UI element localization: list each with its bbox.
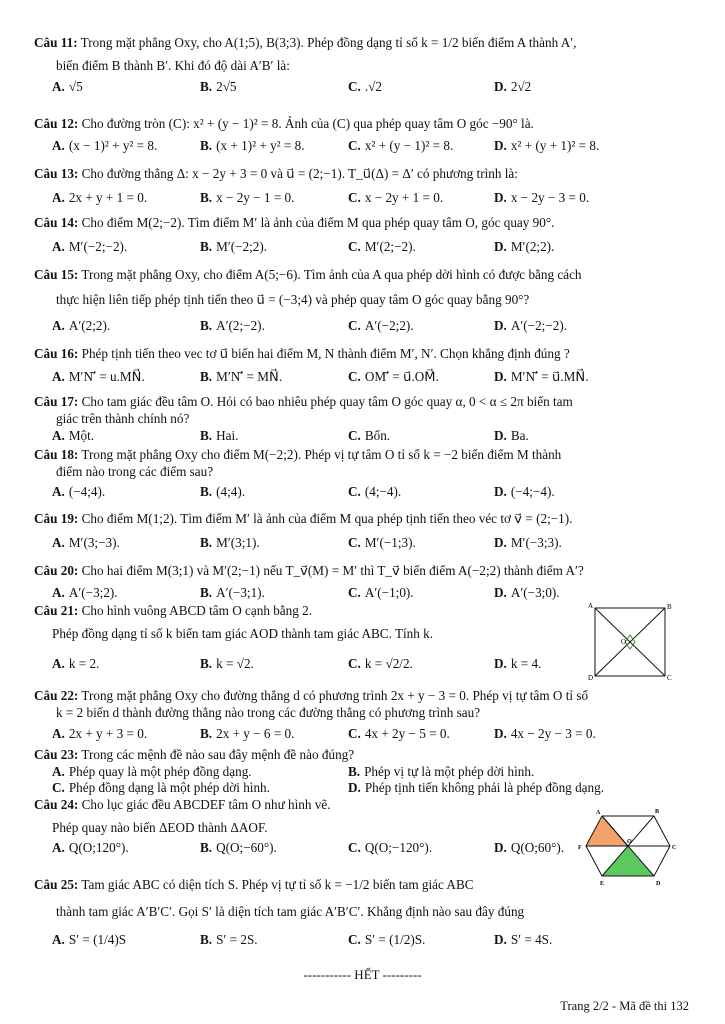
option-c[interactable]: C. Q(O;−120°). bbox=[348, 840, 433, 855]
label-b: B bbox=[667, 603, 672, 611]
option-a[interactable]: A. S′ = (1/4)S bbox=[52, 932, 127, 947]
question-number: Câu 11: bbox=[34, 35, 78, 50]
option-d[interactable]: D. M′(−3;3). bbox=[494, 535, 562, 550]
question-stem: Cho đường thẳng Δ: x − 2y + 3 = 0 và u⃗ = (2;−1). T_u⃗(Δ) = Δ′ có phương trình là: bbox=[81, 166, 518, 181]
question-21 bbox=[34, 602, 574, 642]
question-23 bbox=[34, 746, 684, 763]
question-20 bbox=[34, 562, 684, 579]
question-number: Câu 18: bbox=[34, 447, 79, 462]
question-continuation: k = 2 biến d thành đường thẳng nào trong các đường thẳng có phương trình sau? bbox=[56, 705, 481, 720]
option-d[interactable]: D. x − 2y − 3 = 0. bbox=[494, 190, 590, 205]
question-number: Câu 20: bbox=[34, 563, 79, 578]
option-d[interactable]: D. A′(−3;0). bbox=[494, 585, 560, 600]
option-c[interactable]: C. Phép đồng dạng là một phép dời hình. bbox=[52, 780, 270, 795]
option-d[interactable]: D. A′(−2;−2). bbox=[494, 318, 568, 333]
question-13 bbox=[34, 165, 684, 182]
question-14 bbox=[34, 214, 684, 231]
label-f: F bbox=[578, 845, 582, 851]
option-c[interactable]: C. A′(−2;2). bbox=[348, 318, 414, 333]
question-stem: Cho lục giác đều ABCDEF tâm O như hình vẽ. bbox=[81, 797, 331, 812]
option-b[interactable]: B. Q(O;−60°). bbox=[200, 840, 277, 855]
triangle-eod bbox=[602, 846, 654, 876]
label-c: C bbox=[667, 674, 672, 682]
question-stem: Trong mặt phẳng Oxy, cho A(1;5), B(3;3). Phép đồng dạng tỉ số k = 1/2 biến điểm A thành A′, bbox=[80, 35, 577, 50]
question-17 bbox=[34, 393, 684, 427]
question-stem: Trong mặt phẳng Oxy cho điểm M(−2;2). Phép vị tự tâm O tỉ số k = −2 biến điểm M thành bbox=[81, 447, 562, 462]
option-b[interactable]: B. A′(2;−2). bbox=[200, 318, 265, 333]
option-c[interactable]: C. OM′⃗ = u⃗.OM⃗. bbox=[348, 369, 439, 384]
question-number: Câu 22: bbox=[34, 688, 79, 703]
hexagon-figure bbox=[572, 802, 684, 890]
option-b[interactable]: B. k = √2. bbox=[200, 656, 254, 671]
question-number: Câu 23: bbox=[34, 747, 79, 762]
end-marker: ----------- HẾT --------- bbox=[303, 967, 422, 982]
option-b[interactable]: B. M′(−2;2). bbox=[200, 239, 268, 254]
question-stem: Trong các mệnh đề nào sau đây mệnh đề nào đúng? bbox=[81, 747, 355, 762]
option-b[interactable]: B. M′N′⃗ = MN⃗. bbox=[200, 369, 283, 384]
option-d[interactable]: D. S′ = 4S. bbox=[494, 932, 553, 947]
option-d[interactable]: D. 2√2 bbox=[494, 79, 532, 94]
question-12 bbox=[34, 115, 684, 132]
question-number: Câu 15: bbox=[34, 267, 79, 282]
question-stem: Tam giác ABC có diện tích S. Phép vị tự tỉ số k = −1/2 biến tam giác ABC bbox=[81, 877, 474, 892]
option-a[interactable]: A. M′(3;−3). bbox=[52, 535, 120, 550]
option-b[interactable]: B. Phép vị tự là một phép dời hình. bbox=[348, 764, 535, 779]
question-continuation: biến điểm B thành B′. Khi đó độ dài A′B′ là: bbox=[56, 58, 290, 73]
option-a[interactable]: A. 2x + y + 3 = 0. bbox=[52, 726, 148, 741]
label-o: O bbox=[627, 839, 632, 845]
question-25 bbox=[34, 876, 574, 893]
question-number: Câu 14: bbox=[34, 215, 79, 230]
option-d[interactable]: D. M′N′⃗ = u⃗.MN⃗. bbox=[494, 369, 589, 384]
option-c[interactable]: C. (4;−4). bbox=[348, 484, 402, 499]
question-number: Câu 21: bbox=[34, 603, 79, 618]
label-a: A bbox=[588, 602, 594, 610]
question-number: Câu 17: bbox=[34, 394, 79, 409]
option-b[interactable]: B. M′(3;1). bbox=[200, 535, 260, 550]
question-stem: Cho điểm M(1;2). Tìm điểm M′ là ảnh của điểm M qua phép tịnh tiến theo véc tơ v⃗ = (2;−1). bbox=[81, 511, 573, 526]
question-number: Câu 16: bbox=[34, 346, 79, 361]
triangle-aof bbox=[586, 816, 628, 846]
option-c[interactable]: C. k = √2/2. bbox=[348, 656, 413, 671]
option-b[interactable]: B. (x + 1)² + y² = 8. bbox=[200, 138, 305, 153]
question-continuation: thực hiện liên tiếp phép tịnh tiến theo u⃗ = (−3;4) và phép quay tâm O góc quay bằng 90°? bbox=[56, 292, 530, 307]
option-d[interactable]: D. k = 4. bbox=[494, 656, 542, 671]
option-b[interactable]: B. Hai. bbox=[200, 428, 239, 443]
question-18 bbox=[34, 446, 684, 480]
question-19 bbox=[34, 510, 684, 527]
question-number: Câu 19: bbox=[34, 511, 79, 526]
question-25-continuation bbox=[56, 903, 706, 920]
option-b[interactable]: B. S′ = 2S. bbox=[200, 932, 258, 947]
option-c[interactable]: C. .√2 bbox=[348, 79, 382, 94]
option-a[interactable]: A. Q(O;120°). bbox=[52, 840, 129, 855]
page-footer: Trang 2/2 - Mã đề thi 132 bbox=[560, 999, 689, 1013]
option-c[interactable]: C. M′(−1;3). bbox=[348, 535, 416, 550]
option-b[interactable]: B. 2x + y − 6 = 0. bbox=[200, 726, 295, 741]
question-number: Câu 12: bbox=[34, 116, 79, 131]
option-c[interactable]: C. Bốn. bbox=[348, 428, 391, 443]
label-b: B bbox=[655, 809, 660, 815]
option-a[interactable]: A. k = 2. bbox=[52, 656, 100, 671]
question-15 bbox=[34, 266, 684, 308]
question-continuation: Phép quay nào biến ΔEOD thành ΔAOF. bbox=[52, 820, 268, 835]
option-c[interactable]: C. S′ = (1/2)S. bbox=[348, 932, 426, 947]
option-d[interactable]: D. Phép tịnh tiến không phải là phép đồng dạng. bbox=[348, 780, 604, 795]
question-22 bbox=[34, 687, 684, 721]
option-a[interactable]: A. 2x + y + 1 = 0. bbox=[52, 190, 148, 205]
question-stem: Trong mặt phẳng Oxy, cho điểm A(5;−6). Tìm ảnh của A qua phép dời hình có được bằng cách bbox=[81, 267, 582, 282]
question-11 bbox=[34, 34, 684, 74]
option-a[interactable]: A. M′(−2;−2). bbox=[52, 239, 128, 254]
option-c[interactable]: C. x² + (y − 1)² = 8. bbox=[348, 138, 454, 153]
label-a: A bbox=[596, 810, 601, 816]
question-continuation: điểm nào trong các điểm sau? bbox=[56, 464, 214, 479]
option-a[interactable]: A. Phép quay là một phép đồng dạng. bbox=[52, 764, 252, 779]
question-stem: Cho hai điểm M(3;1) và M′(2;−1) nếu T_v⃗(M) = M′ thì T_v⃗ biến điểm A(−2;2) thành điểm A′? bbox=[81, 563, 584, 578]
option-b[interactable]: B. (4;4). bbox=[200, 484, 246, 499]
option-d[interactable]: D. 4x − 2y − 3 = 0. bbox=[494, 726, 596, 741]
label-o: O bbox=[621, 638, 627, 646]
option-b[interactable]: B. x − 2y − 1 = 0. bbox=[200, 190, 295, 205]
option-c[interactable]: C. x − 2y + 1 = 0. bbox=[348, 190, 444, 205]
question-stem: Trong mặt phẳng Oxy cho đường thẳng d có phương trình 2x + y − 3 = 0. Phép vị tự tâm O tỉ số bbox=[81, 688, 589, 703]
question-stem: Cho điểm M(2;−2). Tìm điểm M′ là ảnh của điểm M qua phép quay tâm O, góc quay 90°. bbox=[81, 215, 555, 230]
option-a[interactable]: A. (x − 1)² + y² = 8. bbox=[52, 138, 158, 153]
option-d[interactable]: D. Ba. bbox=[494, 428, 529, 443]
label-c: C bbox=[672, 845, 677, 851]
question-continuation: Phép đồng dạng tỉ số k biến tam giác AOD thành tam giác ABC. Tính k. bbox=[52, 626, 434, 641]
option-c[interactable]: C. A′(−1;0). bbox=[348, 585, 414, 600]
option-c[interactable]: C. M′(2;−2). bbox=[348, 239, 416, 254]
question-stem: Cho đường tròn (C): x² + (y − 1)² = 8. Ảnh của (C) qua phép quay tâm O góc −90° là. bbox=[81, 116, 534, 131]
question-stem: Phép tịnh tiến theo vec tơ u⃗ biến hai điểm M, N thành điểm M′, N′. Chọn khẳng định đúng ? bbox=[81, 346, 570, 361]
label-e: E bbox=[600, 881, 605, 887]
square-figure bbox=[587, 602, 677, 682]
option-b[interactable]: B. A′(−3;1). bbox=[200, 585, 265, 600]
question-number: Câu 13: bbox=[34, 166, 79, 181]
option-a[interactable]: A. Một. bbox=[52, 428, 95, 443]
option-d[interactable]: D. M′(2;2). bbox=[494, 239, 555, 254]
option-a[interactable]: A. A′(2;2). bbox=[52, 318, 111, 333]
question-continuation: thành tam giác A′B′C′. Gọi S′ là diện tích tam giác A′B′C′. Khẳng định nào sau đây đúng bbox=[56, 904, 525, 919]
label-d: D bbox=[588, 674, 594, 682]
option-a[interactable]: A. A′(−3;2). bbox=[52, 585, 118, 600]
option-c[interactable]: C. 4x + 2y − 5 = 0. bbox=[348, 726, 450, 741]
option-a[interactable]: A. (−4;4). bbox=[52, 484, 106, 499]
option-d[interactable]: D. (−4;−4). bbox=[494, 484, 555, 499]
question-24 bbox=[34, 796, 574, 836]
question-16 bbox=[34, 345, 684, 362]
option-d[interactable]: D. x² + (y + 1)² = 8. bbox=[494, 138, 600, 153]
question-number: Câu 24: bbox=[34, 797, 79, 812]
option-a[interactable]: A. M′N′⃗ = u.MN⃗. bbox=[52, 369, 145, 384]
option-d[interactable]: D. Q(O;60°). bbox=[494, 840, 565, 855]
question-stem: Cho tam giác đều tâm O. Hỏi có bao nhiêu phép quay tâm O góc quay α, 0 < α ≤ 2π biến tam bbox=[81, 394, 573, 409]
question-stem: Cho hình vuông ABCD tâm O cạnh bằng 2. bbox=[81, 603, 313, 618]
question-continuation: giác trên thành chính nó? bbox=[56, 411, 190, 426]
option-b[interactable]: B. 2√5 bbox=[200, 79, 237, 94]
question-number: Câu 25: bbox=[34, 877, 79, 892]
option-a[interactable]: A. √5 bbox=[52, 79, 83, 94]
label-d: D bbox=[656, 881, 661, 887]
